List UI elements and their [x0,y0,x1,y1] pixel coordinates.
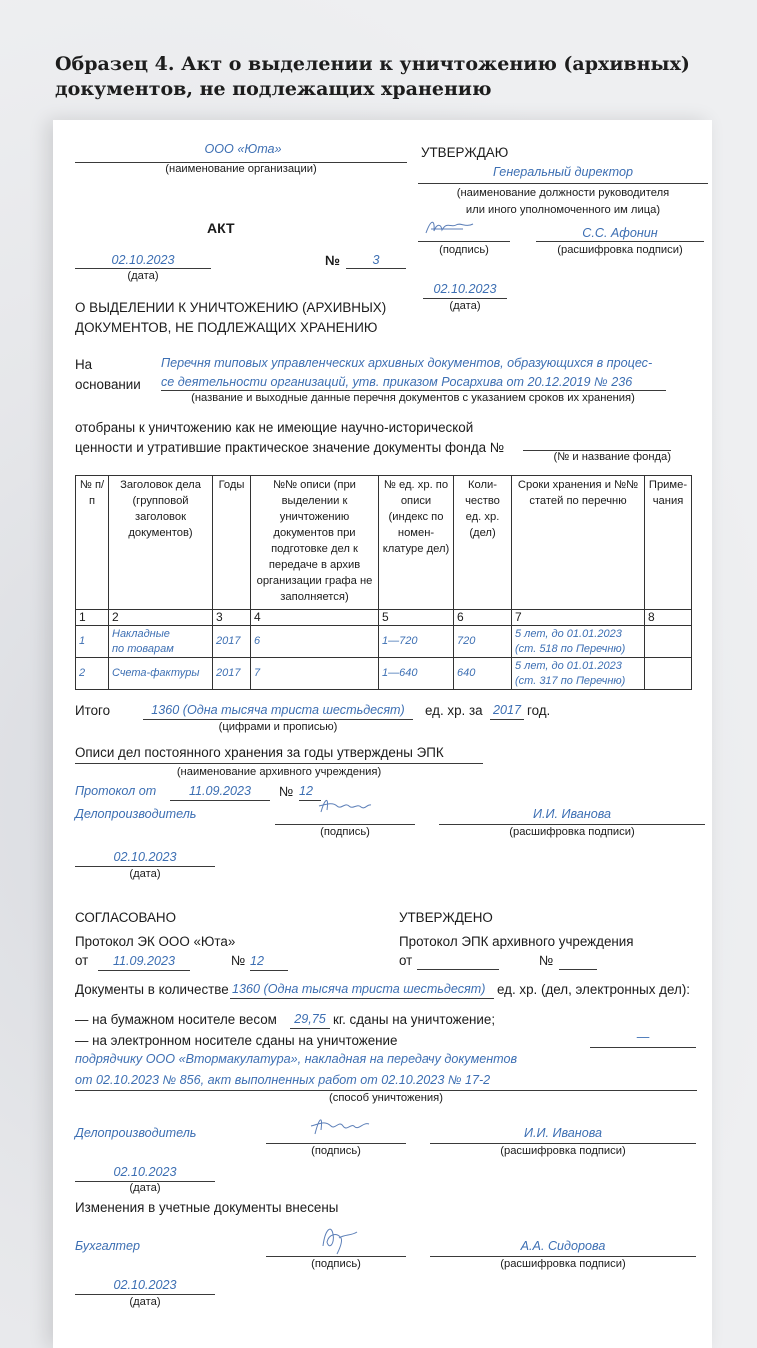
year-suffix: год. [527,703,551,718]
documents-count-units: ед. хр. (дел, электронных дел): [497,982,690,997]
director-position: Генеральный директор [493,165,633,179]
number-sign: № [539,953,554,968]
line [75,1294,215,1295]
caption: (дата) [129,1296,161,1308]
table-header-cell: № ед. хр. по описи (индекс по номен-клатуре дел) [379,476,454,610]
caption: (расшифровка подписи) [557,244,683,256]
table-header-cell: Коли-чество ед. хр. (дел) [454,476,512,610]
documents-count-value: 1360 (Одна тысяча триста шестьдесят) [232,982,486,996]
table-column-number: 3 [213,610,251,626]
accountant-name: А.А. Сидорова [520,1239,606,1253]
table-cell [645,658,692,690]
total-units: ед. хр. за [425,703,483,718]
line [290,1028,330,1029]
clerk-date: 02.10.2023 [113,1165,177,1179]
line [418,241,510,242]
approved-protocol: Протокол ЭПК архивного учреждения [399,934,634,949]
act-subject: О ВЫДЕЛЕНИИ К УНИЧТОЖЕНИЮ (АРХИВНЫХ) ДОКУМЕНТОВ, НЕ ПОДЛЕЖАЩИХ ХРАНЕНИЮ [75,300,387,335]
line [266,1143,406,1144]
caption: (цифрами и прописью) [218,721,338,733]
table-cell: 6 [251,626,379,658]
table-header-cell: Приме-чания [645,476,692,610]
method-text-2: от 02.10.2023 № 856, акт выполненных работ от 02.10.2023 № 17-2 [75,1073,491,1087]
director-signature [423,215,483,240]
line [75,268,211,269]
line [275,824,415,825]
line [430,1256,696,1257]
basis-text-1: Перечня типовых управленческих архивных документов, образующихся в процес- [161,356,653,370]
selected-text: отобраны к уничтожению как не имеющие научно-исторической ценности и утратившие практическое значение документы фонда № [75,420,505,455]
total-label: Итого [75,703,111,718]
line [75,763,483,764]
line [75,1090,697,1091]
table-header-cell: №№ описи (при выделении к уничтожению документов при подготовке дел к передаче в архив организации графа не заполняется) [251,476,379,610]
agreed-from: от [75,953,89,968]
electronic-value: — [636,1030,650,1044]
line [98,970,190,971]
paper-weight: 29,75 [294,1012,326,1026]
table-row [76,626,692,658]
table-cell: 1 [76,626,109,658]
caption: (название и выходные данные перечня документов с указанием сроков их хранения) [191,392,635,404]
document-sheet [53,120,712,1348]
table-cell: 2017 [213,626,251,658]
line [250,970,288,971]
line [423,298,507,299]
caption: (дата) [129,868,161,880]
protocol-date: 11.09.2023 [188,784,252,798]
paper-weight-suffix: кг. сданы на уничтожение; [333,1012,496,1027]
clerk-name: И.И. Иванова [523,1126,603,1140]
line [417,969,499,970]
caption: (№ и название фонда) [553,451,671,463]
table-cell: 7 [251,658,379,690]
table-cell: 1—720 [379,626,454,658]
caption: (дата) [127,270,159,282]
protocol-label: Протокол от [75,784,157,798]
caption: (наименование организации) [165,163,317,175]
number-sign: № [325,253,340,268]
table-column-number: 7 [512,610,645,626]
total-value: 1360 (Одна тысяча триста шестьдесят) [151,703,405,717]
table-column-number: 1 [76,610,109,626]
page-heading: Образец 4. Акт о выделении к уничтожению (архивных) документов, не подлежащих хранению [55,53,690,100]
line [143,719,413,720]
table-column-number: 2 [109,610,213,626]
approve-title: УТВЕРЖДАЮ [421,145,509,160]
agreed-number: 12 [250,954,265,968]
caption: (наименование архивного учреждения) [176,766,382,778]
caption: (подпись) [439,244,489,256]
line [230,998,494,999]
approve-date: 02.10.2023 [433,282,497,296]
caption: (подпись) [320,826,370,838]
agreed-protocol: Протокол ЭК ООО «Юта» [75,934,236,949]
basis-label: На основании [75,357,141,392]
table-header-cell: Годы [213,476,251,610]
number-sign: № [279,784,294,799]
organization-name: ООО «Юта» [204,142,282,156]
act-title: АКТ [207,220,235,236]
table-cell: 2 [76,658,109,690]
clerk-name: И.И. Иванова [532,807,612,821]
table-column-number: 6 [454,610,512,626]
table-column-number: 8 [645,610,692,626]
table-cell: 1—640 [379,658,454,690]
accountant-label: Бухгалтер [75,1239,141,1253]
approved-title: УТВЕРЖДЕНО [399,910,493,925]
line [559,969,597,970]
table-column-number: 4 [251,610,379,626]
accountant-signature [315,1220,365,1256]
approved-from: от [399,953,413,968]
clerk-label: Делопроизводитель [75,1126,197,1140]
paper-weight-label: — на бумажном носителе весом [75,1012,277,1027]
table-cell: Накладные по товарам [109,626,213,658]
number-sign: № [231,953,246,968]
caption: (наименование должности руководителя или иного уполномоченного им лица) [456,187,670,216]
table-header-cell: Сроки хранения и №№ статей по перечню [512,476,645,610]
line [170,800,270,801]
table-header-cell: № п/п [76,476,109,610]
method-text-1: подрядчику ООО «Втормакулатура», накладная на передачу документов [75,1052,518,1066]
table-cell [645,626,692,658]
table-column-number: 5 [379,610,454,626]
clerk-signature [315,792,375,822]
inventories-approved: Описи дел постоянного хранения за годы утверждены ЭПК [75,745,444,760]
caption: (способ уничтожения) [329,1092,443,1104]
line [439,824,705,825]
agreed-date: 11.09.2023 [112,954,176,968]
clerk-signature [305,1110,375,1142]
line [346,268,406,269]
caption: (дата) [449,300,481,312]
line [590,1047,696,1048]
line [266,1256,406,1257]
clerk-date: 02.10.2023 [113,850,177,864]
line [536,241,704,242]
table-header-cell: Заголовок дела (групповой заголовок документов) [109,476,213,610]
documents-count-label: Документы в количестве [75,982,229,997]
table-cell: 5 лет, до 01.01.2023 (ст. 518 по Перечню) [512,626,645,658]
line [161,390,666,391]
caption: (подпись) [311,1258,361,1270]
table-cell: 640 [454,658,512,690]
act-number: 3 [372,253,380,267]
documents-table [75,475,692,690]
line [75,866,215,867]
accountant-date: 02.10.2023 [113,1278,177,1292]
line [430,1143,696,1144]
accounting-changes: Изменения в учетные документы внесены [75,1200,339,1215]
clerk-label: Делопроизводитель [75,807,197,821]
line [418,183,708,184]
table-cell: 720 [454,626,512,658]
table-cell: 5 лет, до 01.01.2023 (ст. 317 по Перечню) [512,658,645,690]
basis-text-2: се деятельности организаций, утв. приказом Росархива от 20.12.2019 № 236 [161,375,633,389]
caption: (расшифровка подписи) [500,1145,626,1157]
protocol-number: 12 [299,784,314,798]
caption: (расшифровка подписи) [509,826,635,838]
line [490,719,524,720]
total-year: 2017 [492,703,522,717]
agreed-title: СОГЛАСОВАНО [75,910,177,925]
table-cell: Счета-фактуры [109,658,213,690]
director-name: С.С. Афонин [582,226,658,240]
table-cell: 2017 [213,658,251,690]
caption: (дата) [129,1182,161,1194]
caption: (подпись) [311,1145,361,1157]
electronic-label: — на электронном носителе сданы на уничтожение [75,1033,398,1048]
act-date: 02.10.2023 [111,253,175,267]
table-row [76,658,692,690]
caption: (расшифровка подписи) [500,1258,626,1270]
